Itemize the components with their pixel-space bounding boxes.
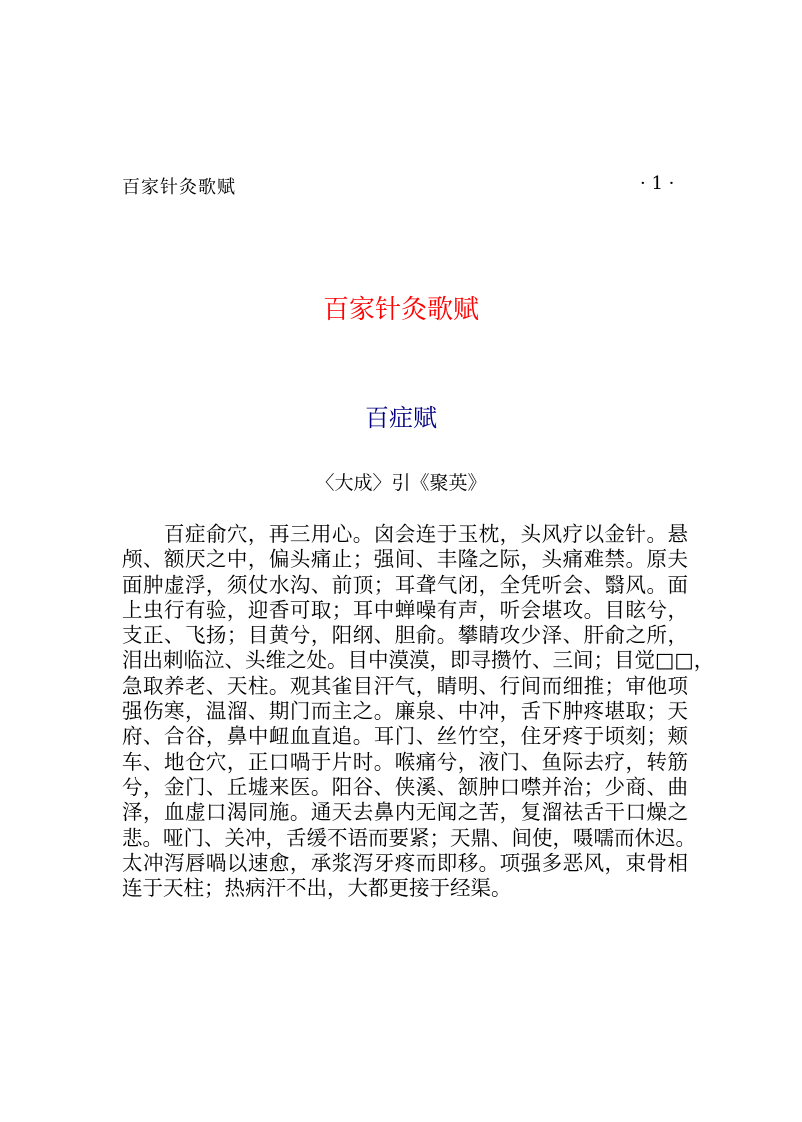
- page-number: · 1 ·: [640, 173, 675, 194]
- document-title: 百家针灸歌赋: [322, 295, 479, 325]
- section-title: 百症赋: [365, 404, 437, 432]
- body-line: 强伤寒，温溜、期门而主之。廉泉、中冲，舌下肿疼堪取；天: [122, 699, 688, 724]
- body-text: [122, 522, 715, 901]
- body-line: 连于天柱；热病汗不出，大都更接于经渠。: [122, 876, 512, 901]
- source-citation: 〈大成〉引《聚英》: [315, 472, 487, 494]
- body-line: 泪出刺临泣、头维之处。目中漠漠，即寻攒竹、三间；目觉□□，: [122, 648, 715, 673]
- body-line: 兮，金门、丘墟来医。阳谷、侠溪、颔肿口噤并治；少商、曲: [122, 774, 688, 799]
- body-line: 急取养老、天柱。观其雀目汗气，睛明、行间而细推；审他项: [122, 673, 688, 698]
- body-line: 颅、额厌之中，偏头痛止；强间、丰隆之际，头痛难禁。原夫: [122, 547, 688, 572]
- body-line: 府、合谷，鼻中衄血直追。耳门、丝竹空，住牙疼于顷刻；颊: [122, 724, 688, 749]
- body-line: 泽，血虚口渴同施。通天去鼻内无闻之苦，复溜祛舌干口燥之: [122, 800, 688, 825]
- body-line: 悲。哑门、关冲，舌缓不语而要紧；天鼎、间使，嗫嚅而休迟。: [122, 825, 696, 850]
- body-line: 车、地仓穴，正口喎于片时。喉痛兮，液门、鱼际去疗，转筋: [122, 749, 688, 774]
- body-line: 上虫行有验，迎香可取；耳中蝉噪有声，听会堪攻。目眩兮，: [122, 597, 688, 622]
- body-line: 支正、飞扬；目黄兮，阳纲、胆俞。攀睛攻少泽、肝俞之所，: [122, 623, 688, 648]
- body-line: 太冲泻唇喎以速愈，承浆泻牙疼而即移。项强多恶风，束骨相: [122, 850, 688, 875]
- running-header-title: 百家针灸歌赋: [122, 177, 236, 198]
- body-line: 百症俞穴，再三用心。囟会连于玉枕，头风疗以金针。悬: [164, 522, 688, 546]
- body-line: 面肿虚浮，须仗水沟、前顶；耳聋气闭，全凭听会、翳风。面: [122, 572, 688, 597]
